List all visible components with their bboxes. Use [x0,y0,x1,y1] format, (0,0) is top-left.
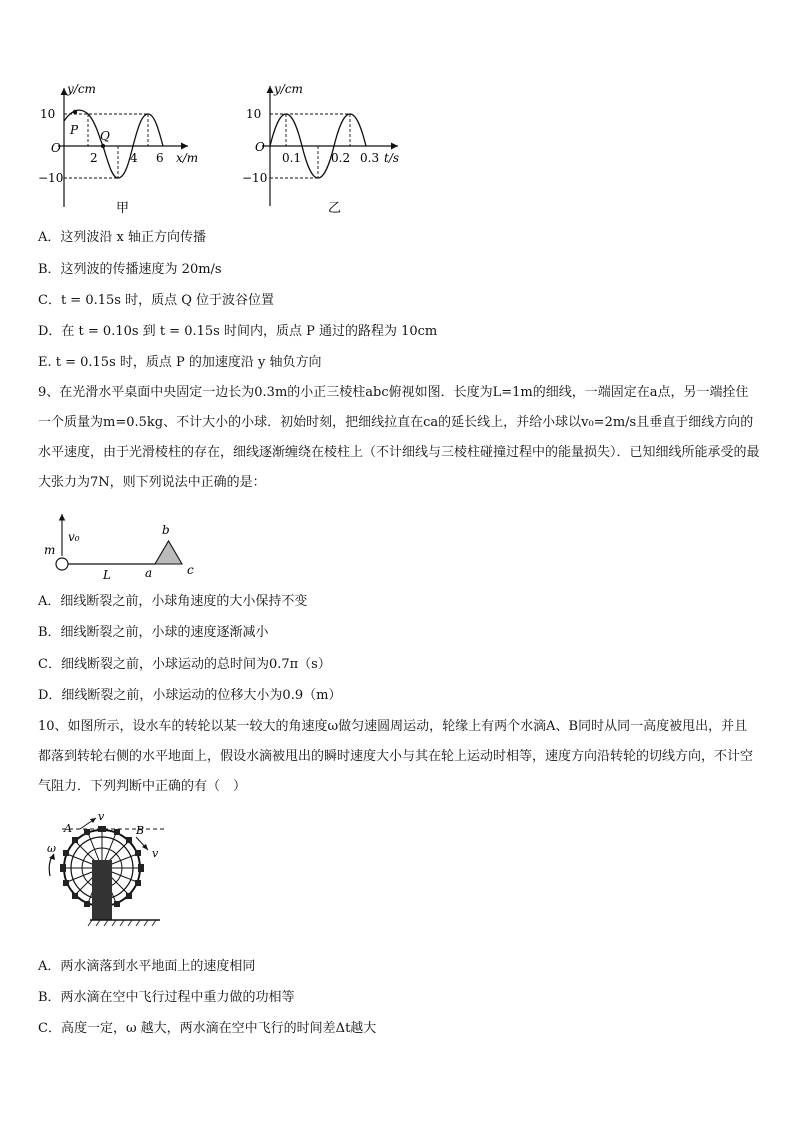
origin-label: O [51,141,61,155]
x-axis-label: x/m [176,151,199,165]
q8-option-c: C．t = 0.15s 时，质点 Q 位于波谷位置 [38,293,274,308]
q8-option-e: E. t = 0.15s 时，质点 P 的加速度沿 y 轴负方向 [38,355,322,370]
q10-option-a: A．两水滴落到水平地面上的速度相同 [38,959,256,974]
label-b: b [162,523,170,537]
label-A: A [64,822,72,835]
ball [56,558,68,570]
q9-stem: 9、在光滑水平桌面中央固定一边长为0.3m的小正三棱柱abc俯视如图．长度为L=1m的细线，一端固定在a点，另一端拴住一个质量为m=0.5kg、不计大小的小球．初始时刻，把细线拉直在ca的延长线上，并给小球以v₀=2m/s且垂直于细线方向的水平速度，由于光滑棱柱的存在，细线逐渐缠绕在棱柱上（不计细线与三棱柱碰撞过程中的能量损失）．已知细线所能承受的最大张力为7N，则下列说法中正确的是： [38,385,760,490]
t-tick-0-3: 0.3 [360,151,380,165]
label-m: m [44,543,56,557]
point-p-label: P [70,123,79,137]
y-axis-label: y/cm [67,82,96,96]
label-v0: v₀ [68,530,80,544]
point-q-label: Q [100,129,110,143]
y-axis-label: y/cm [274,82,303,96]
water-wheel-figure [44,812,174,930]
y-tick-neg10: −10 [38,171,64,185]
t-tick-0-2: 0.2 [331,151,351,165]
q9-option-a: A．细线断裂之前，小球角速度的大小保持不变 [38,594,308,609]
q8-option-b: B．这列波的传播速度为 20m/s [38,262,222,277]
y-tick-neg10: −10 [242,171,268,185]
label-omega: ω [47,842,56,855]
t-axis-label: t/s [384,151,400,165]
y-tick-10: 10 [246,107,262,121]
q10-option-b: B．两水滴在空中飞行过程中重力做的功相等 [38,990,295,1005]
x-tick-6: 6 [156,151,164,165]
caption-jia: 甲 [116,201,130,216]
q8-option-d: D．在 t = 0.10s 到 t = 0.15s 时间内，质点 P 通过的路程为 10cm [38,324,438,339]
q9-figure [40,508,210,583]
wheel-support [92,860,112,920]
q9-option-d: D．细线断裂之前，小球运动的位移大小为0.9（m） [38,688,342,703]
label-a: a [145,566,153,580]
caption-yi: 乙 [328,201,342,216]
wave-graph-jia [38,82,213,217]
x-tick-2: 2 [90,151,98,165]
label-B: B [136,824,145,837]
vibration-graph-yi [238,80,408,217]
label-v-right: v [152,847,159,860]
q10-stem: 10、如图所示，设水车的转轮以某一较大的角速度ω做匀速圆周运动，轮缘上有两个水滴A、B同时从同一高度被甩出，并且都落到转轮右侧的水平地面上，假设水滴被甩出的瞬时速度大小与其在轮上运动时相等，速度方向沿转轮的切线方向，不计空气阻力．下列判断中正确的有（ ） [38,719,754,794]
triangular-prism [155,541,182,564]
x-tick-4: 4 [130,151,138,165]
label-v-left: v [98,812,105,823]
point-q-dot [101,144,105,148]
point-p-dot [73,110,77,114]
q10-option-c: C．高度一定，ω 越大，两水滴在空中飞行的时间差Δt越大 [38,1021,377,1036]
label-l: L [103,568,111,582]
t-tick-0-1: 0.1 [282,151,302,165]
q9-option-b: B．细线断裂之前，小球的速度逐渐减小 [38,625,269,640]
origin-label: O [255,140,265,154]
label-c: c [187,563,194,577]
q9-option-c: C．细线断裂之前，小球运动的总时间为0.7π（s） [38,657,331,672]
y-tick-10: 10 [40,107,56,121]
q8-option-a: A．这列波沿 x 轴正方向传播 [38,230,206,245]
